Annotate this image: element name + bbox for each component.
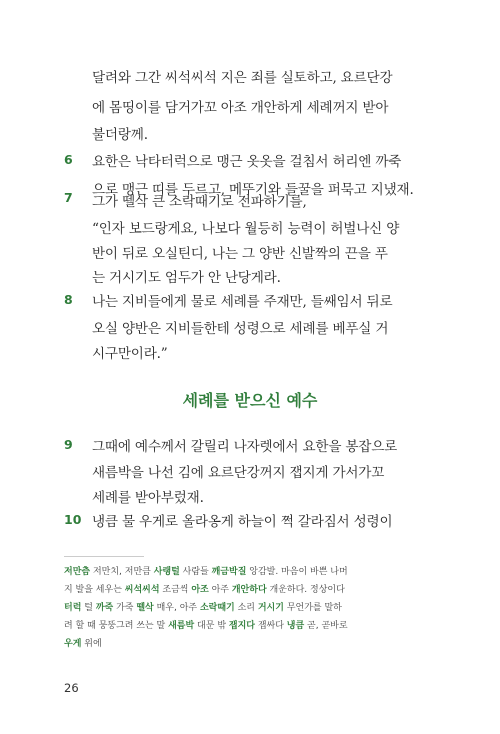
glossary-definition: 소리 (234, 603, 258, 613)
glossary-definition: 대문 밖 (194, 621, 229, 631)
glossary-term: 소락때기 (199, 603, 235, 613)
glossary-term: 개안하다 (231, 585, 267, 595)
body-line-1: 달려와 그간 씨석씨석 지은 죄를 실토하고, 요르단강 (92, 70, 393, 86)
body-line-10: 나는 지비들에게 물로 세례를 주재만, 들쌔임서 뒤로 (92, 294, 393, 310)
glossary-term: 사랭털 (153, 567, 180, 577)
glossary-line-4 (64, 618, 348, 631)
footnote-divider (64, 556, 144, 557)
glossary-term: 저만츰 (64, 567, 91, 577)
glossary-term: 아조 (191, 585, 209, 595)
body-line-2: 에 몸띵이를 담거가꼬 아조 개안하게 세례꺼지 받아 (92, 100, 389, 116)
body-line-7: “인자 보드랑게요, 나보다 월등히 능력이 허벌나신 양 (92, 221, 400, 237)
glossary-definition: 사람들 (179, 567, 212, 577)
verse-number-6: 6 (64, 152, 73, 167)
body-line-13: 그때에 예수께서 갈릴리 나자렛에서 요한을 봉잡으로 (92, 439, 398, 455)
glossary-definition: 곧, 곧바로 (304, 621, 348, 631)
verse-number-7: 7 (64, 190, 73, 205)
glossary-definition: 려 할 때 뭉뚱그려 쓰는 말 (64, 621, 169, 631)
glossary-term: 뗄삭 (136, 603, 154, 613)
glossary-definition: 개운하다. 정상이다 (266, 585, 345, 595)
glossary-term: 우게 (64, 639, 82, 649)
glossary-definition: 지 발을 세우는 (64, 585, 125, 595)
body-line-12: 시구만이라.” (92, 346, 168, 362)
body-line-9: 는 거시기도 엄두가 안 난당게라. (92, 270, 281, 286)
verse-number-9: 9 (64, 437, 73, 452)
glossary-definition: 아주 (208, 585, 232, 595)
body-line-8: 반이 뒤로 오실틴디, 나는 그 양반 신발짝의 끈을 푸 (92, 246, 388, 262)
glossary-definition: 위에 (81, 639, 102, 649)
glossary-term: 까죽 (95, 603, 114, 613)
glossary-definition: 잽싸다 (254, 621, 287, 631)
glossary-term: 깨금박질 (211, 567, 247, 577)
verse-number-8: 8 (64, 292, 73, 307)
glossary-term: 잽지다 (228, 621, 255, 631)
verse-number-10: 10 (64, 512, 82, 527)
section-heading: 세례를 받으신 예수 (182, 391, 318, 410)
glossary-term: 냉큼 (286, 621, 305, 631)
body-line-16: 냉큼 물 우게로 올라옹게 하늘이 쩍 갈라짐서 성령이 (92, 514, 393, 530)
glossary-definition: 무언가를 말하 (283, 603, 342, 613)
glossary-line-2 (64, 582, 345, 595)
page-number: 26 (64, 681, 79, 695)
glossary-term: 터럭 (64, 603, 82, 613)
body-line-6: 그가 뗄삭 큰 소락때기로 전파하기를, (92, 194, 307, 210)
glossary-definition: 앙감발. 마음이 바쁜 나머 (246, 567, 348, 577)
body-line-4: 요한은 낙타터럭으로 맹근 옷옷을 걸침서 허리엔 까죽 (92, 154, 402, 170)
glossary-term: 새름박 (168, 621, 195, 631)
glossary-definition: 조금씩 (159, 585, 192, 595)
glossary-line-5 (64, 636, 102, 649)
body-line-14: 새름박을 나선 김에 요르단강꺼지 잽지게 가서가꼬 (92, 465, 385, 481)
glossary-term: 거시기 (257, 603, 284, 613)
body-line-5: 으로 맹근 띠를 두르고, 메뚜기와 들꿀을 퍼묵고 지냈재. (92, 182, 414, 198)
glossary-definition: 가죽 (113, 603, 137, 613)
glossary-definition: 털 (81, 603, 96, 613)
glossary-line-3 (64, 600, 342, 613)
body-line-15: 세례를 받아부렀재. (92, 490, 204, 506)
body-line-3: 불더랑께. (92, 127, 148, 143)
glossary-term: 씨석씨석 (124, 585, 160, 595)
glossary-definition: 저만치, 저만큼 (90, 567, 154, 577)
body-line-11: 오실 양반은 지비들한테 성령으로 세례를 베푸실 거 (92, 321, 389, 337)
glossary-definition: 매우, 아주 (153, 603, 200, 613)
glossary-line-1 (64, 564, 348, 577)
